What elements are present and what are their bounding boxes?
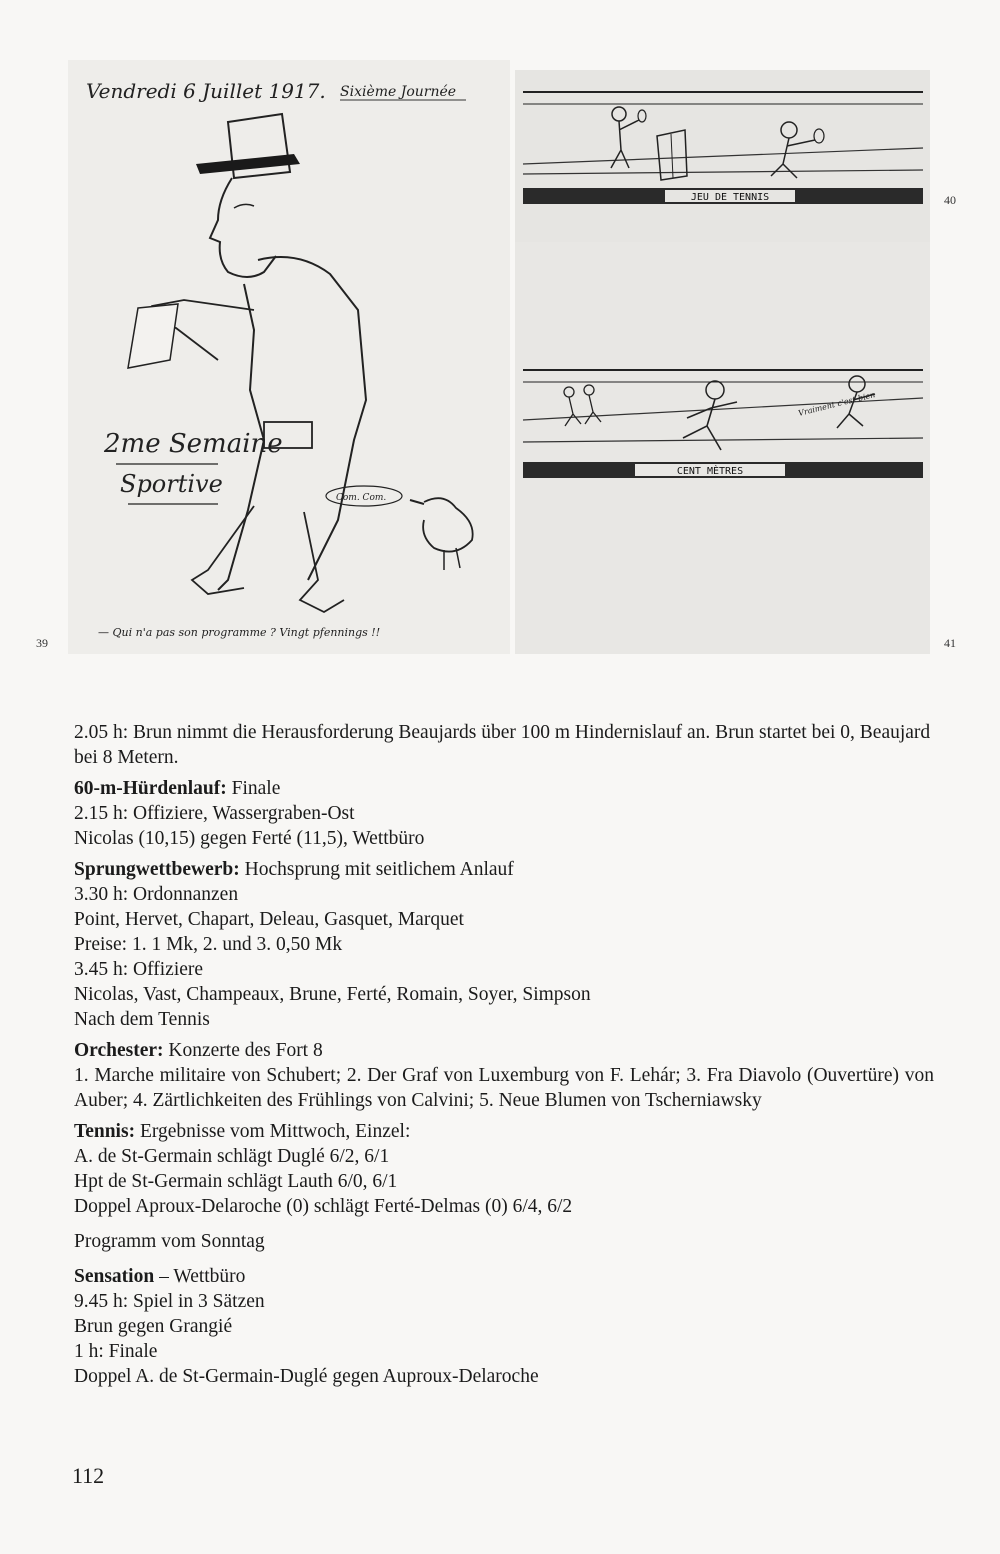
section-hurdles-heading xyxy=(74,776,934,801)
tennis-rest: Ergebnisse vom Mittwoch, Einzel: xyxy=(135,1121,411,1142)
race-banner: CENT MÈTRES xyxy=(676,466,744,477)
hurdles-line-2: Nicolas (10,15) gegen Ferté (11,5), Wettbüro xyxy=(74,828,425,849)
handwritten-date: Vendredi 6 Juillet 1917. xyxy=(86,79,326,103)
tennis-banner: JEU DE TENNIS xyxy=(690,192,770,203)
section-tennis-heading xyxy=(74,1119,934,1144)
tennis-line-1: A. de St-Germain schlägt Duglé 6/2, 6/1 xyxy=(74,1146,390,1167)
handwritten-day: Sixième Journée xyxy=(340,84,457,100)
intro-paragraph: 2.05 h: Brun nimmt die Herausforderung Beaujards über 100 m Hindernislauf an. Brun startet bei 0, Beaujard bei 8 Metern. xyxy=(74,722,931,768)
jump-line-1: 3.30 h: Ordonnanzen xyxy=(74,884,239,905)
hurdles-line-1: 2.15 h: Offiziere, Wassergraben-Ost xyxy=(74,803,355,824)
sensation-rest: – Wettbüro xyxy=(154,1266,246,1287)
handwritten-sign-line2: Sportive xyxy=(120,470,223,498)
race-scribble: Vraiment c'est bien xyxy=(797,390,877,418)
figure-41-race-drawing xyxy=(515,242,930,654)
jump-label: Sprungwettbewerb: xyxy=(74,859,240,880)
figure-number-41: 41 xyxy=(944,636,956,650)
jump-line-2: Point, Hervet, Chapart, Deleau, Gasquet, Marquet xyxy=(74,909,464,930)
bubble-text: Com. Com. xyxy=(336,493,387,503)
tennis-line-3: Doppel Aproux-Delaroche (0) schlägt Ferté-Delmas (0) 6/4, 6/2 xyxy=(74,1196,573,1217)
officer-illustration xyxy=(68,60,510,654)
jump-line-6: Nach dem Tennis xyxy=(74,1009,210,1030)
sensation-line-1: 9.45 h: Spiel in 3 Sätzen xyxy=(74,1291,265,1312)
section-orchestra-heading xyxy=(74,1038,934,1063)
handwritten-sign-line1: 2me Semaine xyxy=(104,429,283,459)
body-text xyxy=(74,720,934,1389)
race-illustration xyxy=(515,242,930,654)
hurdles-label: 60-m-Hürdenlauf: xyxy=(74,778,227,799)
jump-line-3: Preise: 1. 1 Mk, 2. und 3. 0,50 Mk xyxy=(74,934,343,955)
figure-40-tennis-drawing xyxy=(515,70,930,242)
jump-line-5: Nicolas, Vast, Champeaux, Brune, Ferté, Romain, Soyer, Simpson xyxy=(74,984,591,1005)
orchestra-program: 1. Marche militaire von Schubert; 2. Der Graf von Luxemburg von F. Lehár; 3. Fra Diavolo (Ouvertüre) von Auber; 4. Zärtlichkeiten des Frühlings von Calvini; 5. Neue Blumen von Tscherniawsky xyxy=(74,1065,934,1111)
section-sensation-heading xyxy=(74,1264,934,1289)
tennis-label: Tennis: xyxy=(74,1121,136,1142)
sensation-label: Sensation xyxy=(74,1266,155,1287)
page-number: 112 xyxy=(72,1463,105,1488)
figure-39-officer-drawing xyxy=(68,60,510,654)
figure-number-40: 40 xyxy=(944,193,956,207)
figure-number-39: 39 xyxy=(36,636,48,650)
section-jump-heading xyxy=(74,857,934,882)
sensation-line-3: 1 h: Finale xyxy=(74,1341,158,1362)
sensation-line-4: Doppel A. de St-Germain-Duglé gegen Auproux-Delaroche xyxy=(74,1366,539,1387)
handwritten-caption: — Qui n'a pas son programme ? Vingt pfennings !! xyxy=(98,626,381,639)
tennis-illustration xyxy=(515,70,930,242)
jump-line-4: 3.45 h: Offiziere xyxy=(74,959,204,980)
jump-rest: Hochsprung mit seitlichem Anlauf xyxy=(239,859,514,880)
tennis-line-2: Hpt de St-Germain schlägt Lauth 6/0, 6/1 xyxy=(74,1171,398,1192)
sunday-program-heading: Programm vom Sonntag xyxy=(74,1231,265,1252)
orchestra-label: Orchester: xyxy=(74,1040,164,1061)
orchestra-rest: Konzerte des Fort 8 xyxy=(163,1040,323,1061)
sensation-line-2: Brun gegen Grangié xyxy=(74,1316,233,1337)
hurdles-rest: Finale xyxy=(226,778,281,799)
